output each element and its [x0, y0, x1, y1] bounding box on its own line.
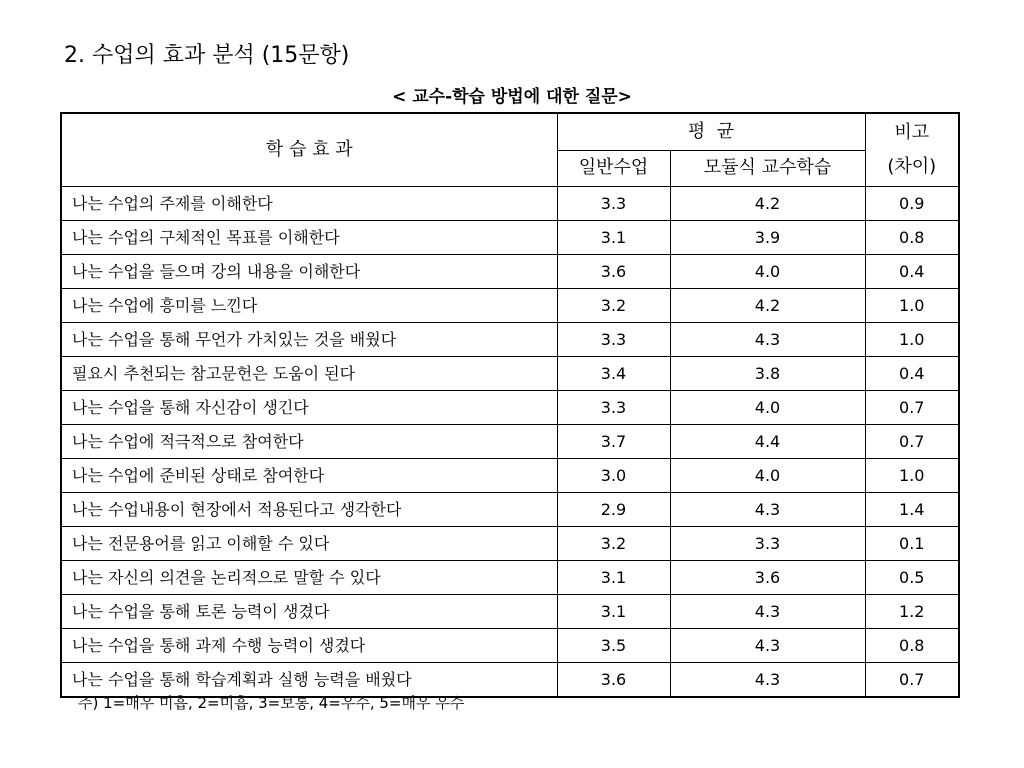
- row-item-text: 나는 자신의 의견을 논리적으로 말할 수 있다: [61, 561, 557, 595]
- row-general-value: 3.1: [557, 595, 670, 629]
- table-row: [61, 323, 959, 357]
- row-module-value: 4.4: [670, 425, 865, 459]
- header-learning-effect: 학 습 효 과: [61, 113, 557, 187]
- row-diff-value: 1.2: [865, 595, 959, 629]
- row-general-value: 3.3: [557, 187, 670, 221]
- table-row: [61, 425, 959, 459]
- row-module-value: 4.3: [670, 323, 865, 357]
- row-diff-value: 0.7: [865, 663, 959, 698]
- row-diff-value: 0.4: [865, 357, 959, 391]
- row-diff-value: 0.8: [865, 221, 959, 255]
- header-general-class: 일반수업: [557, 150, 670, 187]
- row-item-text: 나는 수업에 흥미를 느낀다: [61, 289, 557, 323]
- row-general-value: 3.2: [557, 289, 670, 323]
- table-row: [61, 255, 959, 289]
- row-item-text: 나는 수업을 통해 자신감이 생긴다: [61, 391, 557, 425]
- row-item-text: 나는 수업의 구체적인 목표를 이해한다: [61, 221, 557, 255]
- row-general-value: 3.1: [557, 561, 670, 595]
- table-row: [61, 391, 959, 425]
- header-note-label: 비고: [894, 122, 930, 143]
- row-item-text: 나는 수업을 통해 토론 능력이 생겼다: [61, 595, 557, 629]
- row-general-value: 3.5: [557, 629, 670, 663]
- footnote: 주) 1=매우 미흡, 2=미흡, 3=보통, 4=우수, 5=매우 우수: [78, 694, 465, 712]
- row-general-value: 3.0: [557, 459, 670, 493]
- row-general-value: 3.2: [557, 527, 670, 561]
- row-general-value: 3.1: [557, 221, 670, 255]
- row-general-value: 3.6: [557, 663, 670, 698]
- page-title: 2. 수업의 효과 분석 (15문항): [64, 43, 350, 68]
- header-module-class: 모듈식 교수학습: [670, 150, 865, 187]
- row-item-text: 나는 수업을 통해 무언가 가치있는 것을 배웠다: [61, 323, 557, 357]
- table-row: [61, 289, 959, 323]
- row-diff-value: 0.1: [865, 527, 959, 561]
- row-diff-value: 1.4: [865, 493, 959, 527]
- row-module-value: 3.8: [670, 357, 865, 391]
- row-module-value: 4.0: [670, 255, 865, 289]
- row-item-text: 필요시 추천되는 참고문헌은 도움이 된다: [61, 357, 557, 391]
- row-general-value: 3.7: [557, 425, 670, 459]
- row-module-value: 4.3: [670, 493, 865, 527]
- row-module-value: 4.3: [670, 595, 865, 629]
- table-row: [61, 187, 959, 221]
- table-row: [61, 493, 959, 527]
- row-general-value: 3.4: [557, 357, 670, 391]
- row-diff-value: 0.9: [865, 187, 959, 221]
- row-general-value: 3.6: [557, 255, 670, 289]
- table-row: [61, 221, 959, 255]
- row-general-value: 3.3: [557, 323, 670, 357]
- row-item-text: 나는 수업의 주제를 이해한다: [61, 187, 557, 221]
- row-item-text: 나는 전문용어를 읽고 이해할 수 있다: [61, 527, 557, 561]
- table-row: [61, 595, 959, 629]
- row-item-text: 나는 수업을 통해 학습계획과 실행 능력을 배웠다: [61, 663, 557, 698]
- row-general-value: 3.3: [557, 391, 670, 425]
- header-note-sub: (차이): [887, 156, 937, 177]
- row-module-value: 4.2: [670, 187, 865, 221]
- row-item-text: 나는 수업에 준비된 상태로 참여한다: [61, 459, 557, 493]
- table-row: [61, 561, 959, 595]
- row-item-text: 나는 수업을 들으며 강의 내용을 이해한다: [61, 255, 557, 289]
- row-module-value: 3.3: [670, 527, 865, 561]
- row-module-value: 4.0: [670, 391, 865, 425]
- row-diff-value: 1.0: [865, 459, 959, 493]
- row-diff-value: 0.5: [865, 561, 959, 595]
- row-module-value: 4.3: [670, 663, 865, 698]
- row-module-value: 4.0: [670, 459, 865, 493]
- row-item-text: 나는 수업에 적극적으로 참여한다: [61, 425, 557, 459]
- table-row: [61, 357, 959, 391]
- table-row: [61, 527, 959, 561]
- header-average: 평 균: [557, 113, 865, 150]
- row-item-text: 나는 수업내용이 현장에서 적용된다고 생각한다: [61, 493, 557, 527]
- table-row: [61, 629, 959, 663]
- table-caption: < 교수-학습 방법에 대한 질문>: [392, 87, 632, 107]
- row-diff-value: 1.0: [865, 323, 959, 357]
- survey-results-table: [60, 112, 960, 698]
- row-diff-value: 0.7: [865, 391, 959, 425]
- table-row: [61, 459, 959, 493]
- row-diff-value: 0.4: [865, 255, 959, 289]
- row-general-value: 2.9: [557, 493, 670, 527]
- row-diff-value: 0.8: [865, 629, 959, 663]
- row-module-value: 3.6: [670, 561, 865, 595]
- row-item-text: 나는 수업을 통해 과제 수행 능력이 생겼다: [61, 629, 557, 663]
- header-note: [865, 113, 959, 187]
- row-diff-value: 1.0: [865, 289, 959, 323]
- row-module-value: 4.3: [670, 629, 865, 663]
- row-diff-value: 0.7: [865, 425, 959, 459]
- row-module-value: 3.9: [670, 221, 865, 255]
- row-module-value: 4.2: [670, 289, 865, 323]
